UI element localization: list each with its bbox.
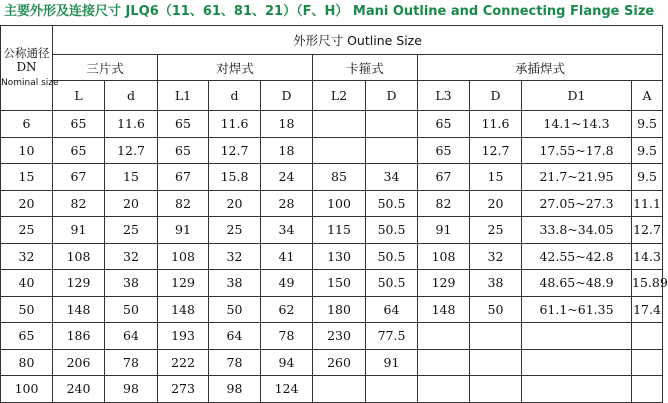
table-row [1, 164, 663, 191]
table-cell: 91 [53, 217, 105, 244]
dn-cell: 32 [1, 243, 53, 270]
table-cell: 15.89 [632, 270, 663, 297]
dn-header-en: DN [16, 60, 37, 74]
table-cell: 61.1~61.35 [522, 296, 632, 323]
table-cell: 180 [313, 296, 366, 323]
table-cell [522, 349, 632, 376]
table-cell: 65 [53, 137, 105, 164]
table-row [1, 111, 663, 138]
table-row [1, 323, 663, 350]
dn-cell: 80 [1, 349, 53, 376]
col-header: d [209, 81, 261, 111]
table-cell [366, 111, 418, 138]
col-header: D1 [522, 81, 632, 111]
table-cell: 65 [158, 111, 209, 138]
table-cell: 100 [313, 190, 366, 217]
table-cell: 65 [53, 111, 105, 138]
table-cell: 14.3 [632, 243, 663, 270]
table-cell: 49 [261, 270, 313, 297]
table-cell: 150 [313, 270, 366, 297]
table-cell [418, 323, 470, 350]
table-cell: 25 [209, 217, 261, 244]
dn-cell: 50 [1, 296, 53, 323]
table-row [1, 190, 663, 217]
table-cell: 148 [158, 296, 209, 323]
table-cell: 65 [418, 137, 470, 164]
table-cell: 12.7 [632, 217, 663, 244]
table-cell: 25 [105, 217, 158, 244]
table-cell: 273 [158, 376, 209, 403]
table-cell: 14.1~14.3 [522, 111, 632, 138]
table-cell: 240 [53, 376, 105, 403]
group-header-three-piece: 三片式 [53, 55, 158, 81]
table-cell: 50.5 [366, 270, 418, 297]
table-cell: 9.5 [632, 137, 663, 164]
table-cell [313, 111, 366, 138]
table-cell: 148 [53, 296, 105, 323]
table-cell: 186 [53, 323, 105, 350]
table-cell [632, 323, 663, 350]
table-cell [313, 137, 366, 164]
table-cell: 62 [261, 296, 313, 323]
col-header: L2 [313, 81, 366, 111]
dn-cell: 65 [1, 323, 53, 350]
table-cell: 148 [418, 296, 470, 323]
group-header-socket-weld: 承插焊式 [418, 55, 663, 81]
col-header: D [366, 81, 418, 111]
table-cell: 82 [53, 190, 105, 217]
table-cell: 78 [105, 349, 158, 376]
table-cell: 98 [105, 376, 158, 403]
table-cell: 9.5 [632, 164, 663, 191]
table-cell: 65 [158, 137, 209, 164]
table-cell: 17.55~17.8 [522, 137, 632, 164]
table-cell [366, 376, 418, 403]
table-cell: 78 [261, 323, 313, 350]
table-cell: 34 [261, 217, 313, 244]
outline-size-header: 外形尺寸 Outline Size [53, 26, 663, 55]
table-cell: 12.7 [470, 137, 522, 164]
table-cell: 64 [366, 296, 418, 323]
table-cell: 193 [158, 323, 209, 350]
table-cell: 20 [105, 190, 158, 217]
table-cell: 67 [418, 164, 470, 191]
table-cell [366, 137, 418, 164]
table-cell: 21.7~21.95 [522, 164, 632, 191]
dn-cell: 40 [1, 270, 53, 297]
table-cell: 206 [53, 349, 105, 376]
table-cell: 64 [209, 323, 261, 350]
table-cell: 18 [261, 137, 313, 164]
table-cell: 32 [209, 243, 261, 270]
table-cell: 129 [158, 270, 209, 297]
table-cell: 34 [366, 164, 418, 191]
table-cell: 41 [261, 243, 313, 270]
col-header: D [261, 81, 313, 111]
table-cell: 50 [105, 296, 158, 323]
table-cell: 12.7 [209, 137, 261, 164]
dn-header-cn: 公称通径 [3, 46, 50, 60]
table-cell: 64 [105, 323, 158, 350]
table-cell: 48.65~48.9 [522, 270, 632, 297]
table-cell: 17.4 [632, 296, 663, 323]
table-cell: 50.5 [366, 190, 418, 217]
table-cell [470, 376, 522, 403]
table-cell: 15 [105, 164, 158, 191]
table-row [1, 349, 663, 376]
table-cell: 91 [418, 217, 470, 244]
col-header: L3 [418, 81, 470, 111]
table-cell: 130 [313, 243, 366, 270]
col-header: L1 [158, 81, 209, 111]
table-cell: 230 [313, 323, 366, 350]
table-cell: 85 [313, 164, 366, 191]
table-cell [470, 349, 522, 376]
table-cell: 32 [105, 243, 158, 270]
table-cell [632, 376, 663, 403]
table-cell: 15 [470, 164, 522, 191]
table-row [1, 137, 663, 164]
col-header: L [53, 81, 105, 111]
dn-cell: 6 [1, 111, 53, 138]
dn-header [1, 26, 59, 111]
table-cell: 20 [209, 190, 261, 217]
table-cell: 98 [209, 376, 261, 403]
col-header: d [105, 81, 158, 111]
table-cell [522, 323, 632, 350]
table-row [1, 217, 663, 244]
table-cell [632, 349, 663, 376]
table-cell: 129 [418, 270, 470, 297]
dn-header-sub: Nominal size [1, 78, 59, 88]
table-cell: 27.05~27.3 [522, 190, 632, 217]
table-cell: 11.6 [209, 111, 261, 138]
table-cell: 91 [366, 349, 418, 376]
table-cell: 50 [209, 296, 261, 323]
table-cell [313, 376, 366, 403]
table-cell: 50.5 [366, 243, 418, 270]
table-cell: 33.8~34.05 [522, 217, 632, 244]
dn-cell: 10 [1, 137, 53, 164]
col-header: D [470, 81, 522, 111]
table-cell: 124 [261, 376, 313, 403]
table-cell: 82 [158, 190, 209, 217]
table-cell [418, 349, 470, 376]
table-cell: 77.5 [366, 323, 418, 350]
table-body [1, 111, 668, 403]
table-cell: 38 [470, 270, 522, 297]
table-cell: 25 [470, 217, 522, 244]
table-cell: 42.55~42.8 [522, 243, 632, 270]
group-header-butt-weld: 对焊式 [158, 55, 313, 81]
dn-cell: 100 [1, 376, 53, 403]
table-cell: 65 [418, 111, 470, 138]
table-row [1, 243, 663, 270]
table-cell [522, 376, 632, 403]
table-cell: 9.5 [632, 111, 663, 138]
col-header: A [632, 81, 663, 111]
table-cell: 91 [158, 217, 209, 244]
table-cell [418, 376, 470, 403]
table-cell: 78 [209, 349, 261, 376]
table-cell: 12.7 [105, 137, 158, 164]
table-cell: 38 [105, 270, 158, 297]
table-cell: 50 [470, 296, 522, 323]
table-cell: 38 [209, 270, 261, 297]
table-cell: 260 [313, 349, 366, 376]
dn-cell: 20 [1, 190, 53, 217]
table-cell: 20 [470, 190, 522, 217]
table-cell: 11.1 [632, 190, 663, 217]
table-cell: 18 [261, 111, 313, 138]
table-cell: 108 [418, 243, 470, 270]
table-cell: 15.8 [209, 164, 261, 191]
table-cell: 67 [53, 164, 105, 191]
table-row [1, 376, 663, 403]
dimension-table [0, 25, 668, 403]
table-cell: 222 [158, 349, 209, 376]
table-row [1, 296, 663, 323]
table-cell: 28 [261, 190, 313, 217]
table-cell: 11.6 [105, 111, 158, 138]
dn-cell: 15 [1, 164, 53, 191]
table-cell [470, 323, 522, 350]
table-cell: 32 [470, 243, 522, 270]
table-cell: 129 [53, 270, 105, 297]
table-cell: 11.6 [470, 111, 522, 138]
table-cell: 115 [313, 217, 366, 244]
table-cell: 82 [418, 190, 470, 217]
page-title: 主要外形及连接尺寸 JLQ6（11、61、81、21）（F、H） Mani Outline and Connecting Flange Size [4, 4, 655, 19]
table-row [1, 270, 663, 297]
table-cell: 67 [158, 164, 209, 191]
table-cell: 50.5 [366, 217, 418, 244]
table-cell: 94 [261, 349, 313, 376]
table-cell: 24 [261, 164, 313, 191]
table-cell: 108 [53, 243, 105, 270]
table-cell: 108 [158, 243, 209, 270]
dn-cell: 25 [1, 217, 53, 244]
group-header-clamp: 卡箍式 [313, 55, 418, 81]
